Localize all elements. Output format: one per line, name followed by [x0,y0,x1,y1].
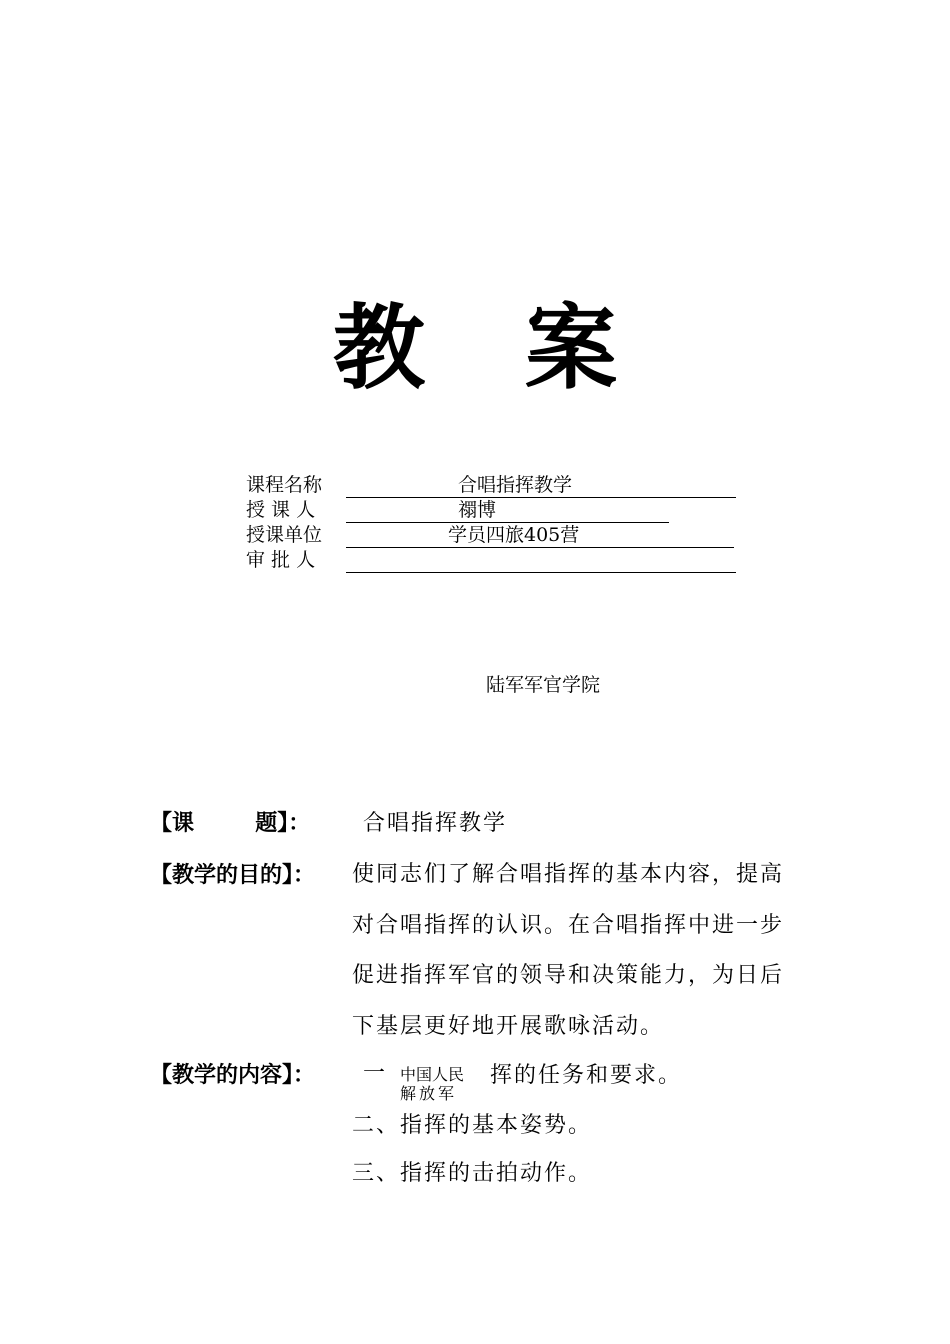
content-item-2: 二、指挥的基本姿势。 [352,1113,593,1138]
content-item-1-small-top: 中国人民 [400,1065,465,1084]
content-item-3: 三、指挥的击拍动作。 [352,1161,593,1186]
goal-line-2: 对合唱指挥的认识。在合唱指挥中进一步 [352,913,785,938]
goal-line-4: 下基层更好地开展歌咏活动。 [352,1014,665,1039]
topic-value: 合唱指挥教学 [363,811,508,836]
title-char-1: 教 [332,294,425,402]
teacher-label: 授 课 人 [246,499,316,521]
goal-label: 【教学的目的】： [150,863,316,888]
unit-label: 授课单位 [246,524,323,546]
topic-label: 【课 题】： [150,811,311,836]
content-item-1-small-bottom: 解放军 [400,1084,458,1103]
goal-line-1: 使同志们了解合唱指挥的基本内容，提高 [352,862,785,887]
page-title [0,275,950,407]
teacher-value: 禤博 [458,499,497,521]
unit-value: 学员四旅405营 [448,524,580,546]
course-name-value: 合唱指挥教学 [458,474,573,496]
content-label: 【教学的内容】： [150,1063,316,1088]
institution-name: 陆军军官学院 [486,674,601,696]
approver-label: 审 批 人 [246,549,316,571]
title-char-2: 案 [525,294,618,402]
approver-underline [346,548,736,573]
content-item-1-prefix: 一 [363,1061,388,1086]
teacher-underline [346,498,669,523]
goal-line-3: 促进指挥军官的领导和决策能力，为日后 [352,963,785,988]
course-name-label: 课程名称 [246,474,323,496]
content-item-1-text: 挥的任务和要求。 [490,1063,683,1088]
